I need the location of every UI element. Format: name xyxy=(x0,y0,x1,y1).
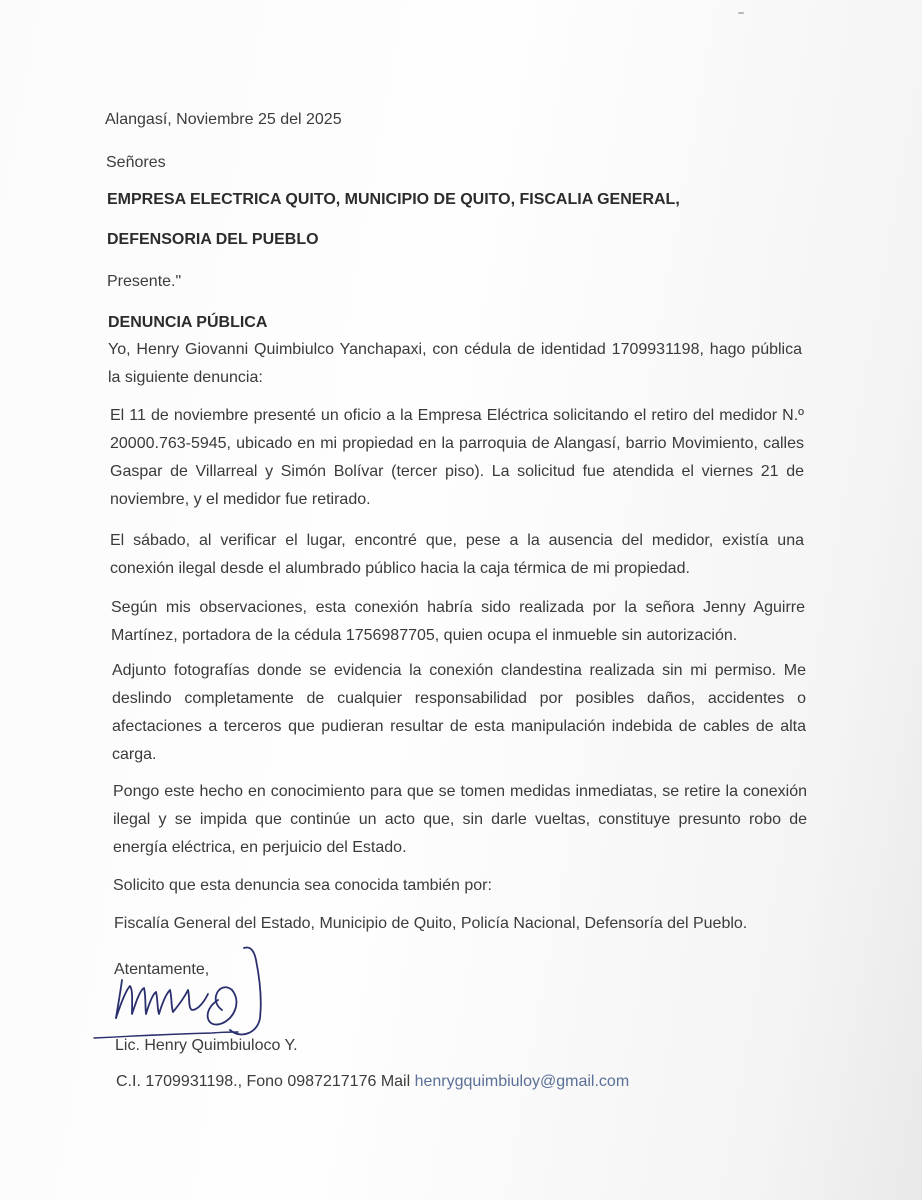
paragraph-meter-removal: El 11 de noviembre presenté un oficio a la Empresa Eléctrica solicitando el retiro del medidor N.º 20000.763-5945, ubicado en mi propiedad en la parroquia de Alangasí, barrio Movimiento, calles Gaspar de Villarreal y Simón Bolívar (tercer piso). La solicitud fue atendida el viernes 21 de noviembre, y el medidor fue retirado. xyxy=(110,407,804,508)
email-link[interactable]: henrygquimbiuloy@gmail.com xyxy=(414,1073,630,1090)
contact-details: C.I. 1709931198., Fono 0987217176 Mail xyxy=(116,1073,415,1090)
paragraph-illegal-connection: El sábado, al verificar el lugar, encontré que, pese a la ausencia del medidor, existía una conexión ilegal desde el alumbrado público hacia la caja térmica de mi propiedad. xyxy=(110,532,804,577)
closing: Atentamente, xyxy=(114,961,210,978)
paragraph-observations: Según mis observaciones, esta conexión habría sido realizada por la señora Jenny Aguirre Martínez, portadora de la cédula 1756987705, quien ocupa el inmueble sin autorización. xyxy=(111,599,805,644)
paragraph-identity: Yo, Henry Giovanni Quimbiulco Yanchapaxi, con cédula de identidad 1709931198, hago pública la siguiente denuncia: xyxy=(108,341,802,386)
subject-heading: DENUNCIA PÚBLICA xyxy=(108,314,268,331)
request-line: Solicito que esta denuncia sea conocida también por: xyxy=(113,877,492,894)
place-date: Alangasí, Noviembre 25 del 2025 xyxy=(105,111,342,128)
paper-speck xyxy=(738,12,744,14)
recipients-line-2: DEFENSORIA DEL PUEBLO xyxy=(107,231,319,248)
paragraph-request-action: Pongo este hecho en conocimiento para que se tomen medidas inmediatas, se retire la conexión ilegal y se impida que continúe un acto que, sin darle vueltas, constituye presunto robo de energía eléctrica, en perjuicio del Estado. xyxy=(113,783,807,856)
handwritten-signature xyxy=(92,940,272,1045)
contact-line xyxy=(116,1072,629,1092)
signer-name: Lic. Henry Quimbiuloco Y. xyxy=(115,1037,298,1054)
recipients-line-1: EMPRESA ELECTRICA QUITO, MUNICIPIO DE QUITO, FISCALIA GENERAL, xyxy=(107,191,680,208)
salutation: Señores xyxy=(106,154,166,171)
presente: Presente." xyxy=(107,273,182,290)
paragraph-attachments: Adjunto fotografías donde se evidencia la conexión clandestina realizada sin mi permiso. Me deslindo completamente de cualquier responsabilidad por posibles daños, accidentes o afectaciones a terceros que pudieran resultar de esta manipulación indebida de cables de alta carga. xyxy=(112,662,806,763)
entities-line: Fiscalía General del Estado, Municipio de Quito, Policía Nacional, Defensoría del Pueblo. xyxy=(114,915,748,932)
